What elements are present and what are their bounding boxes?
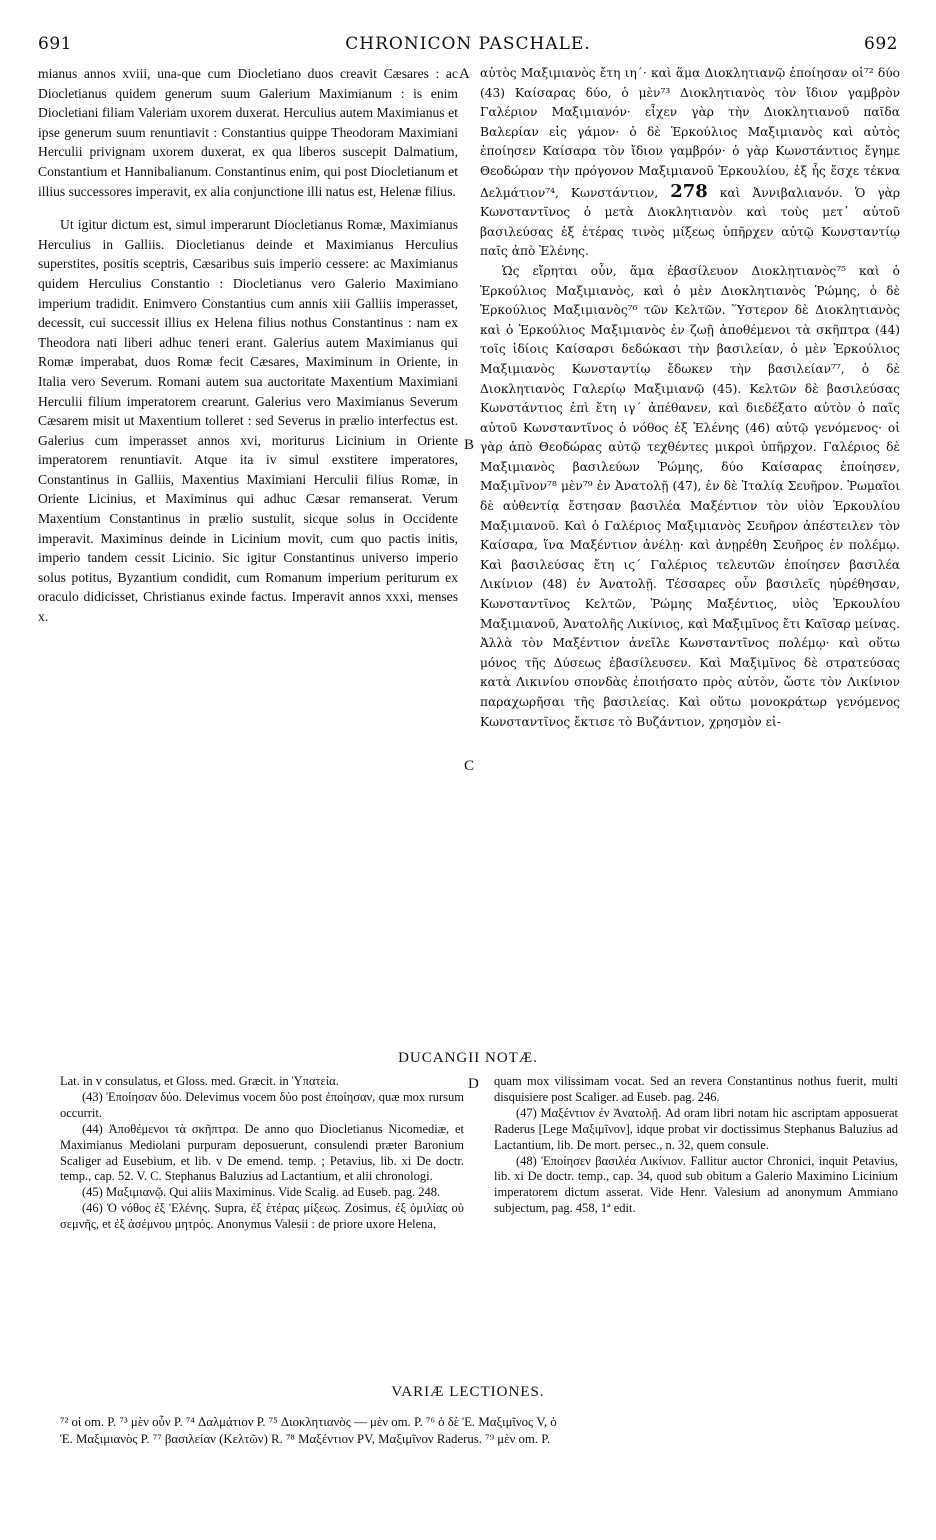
- notes-left-column: [60, 1074, 464, 1374]
- greek-column: [480, 64, 900, 1044]
- variae-heading: VARIÆ LECTIONES.: [391, 1384, 545, 1400]
- variae-line-1: ⁷² οἱ om. P. ⁷³ μὲν οὖν P. ⁷⁴ Δαλμάτιον P. ⁷⁵ Διοκλητιανὸς — μὲν om. P. ⁷⁶ ὁ δὲ Ἑ. Μαξιμῖνος V, ὁ: [60, 1415, 557, 1429]
- note-44: (44) Ἀποθέμενοι τὰ σκῆπτρα. De anno quo Diocletianus Nicomediæ, et Maximianus Mediolani purpuram deposuerunt, consulendi præter Baronium Scaliger ad Eusebium, et lib. v De emend. temp. ; Petavius, lib. xi De doctr. temp., cap. 52. V. C. Stephanus Baluzius ad Lactantium, et alii chronologi.: [60, 1121, 464, 1184]
- greek-text-1a: αὐτὸς Μαξιμιανὸς ἔτη ιη΄· καὶ ἅμα Διοκλητιανῷ ἐποίησαν οἱ⁷² δύο (43) Καίσαρας δύο, ὁ μὲν⁷³ Διοκλητιανὸς τὸν ἴδιον γαμβρὸν Γαλέριον Μαξιμιανόν· εἶχεν γὰρ τὴν Διοκλητιανοῦ παῖδα Βαλερίαν εἰς γάμον· ὁ δὲ Ἑρκούλιος Μαξιμιανὸς καὶ αὐτὸς ἐποίησεν Καίσαρα τὸν ἴδιον γαμβρόν· ὁ γὰρ Κωνστάντιος ἔγημε Θεοδώραν τὴν πρόγονον Μαξιμιανοῦ Ἑρκουλίου, ἐξ ἧς ἔσχε τέκνα Δελμάτιον⁷⁴, Κωνστάντιον,: [480, 66, 900, 200]
- page-number-right: 692: [864, 34, 898, 54]
- note-45: (45) Μαξιμιανῷ. Qui aliis Maximinus. Vide Scalig. ad Euseb. pag. 248.: [82, 1185, 441, 1200]
- page-number-left: 691: [38, 34, 72, 54]
- greek-paragraph-1: [480, 64, 900, 262]
- greek-paragraph-2: Ὡς εἴρηται οὖν, ἅμα ἐβασίλευον Διοκλητιανὸς⁷⁵ καὶ ὁ Ἑρκούλιος Μαξιμιανὸς, καὶ ὁ μὲν Διοκλητιανὸς Ῥώμης, ὁ δὲ Ἑρκούλιος Μαξιμιανὸς⁷⁶ τῶν Κελτῶν. Ὕστερον δὲ Διοκλητιανὸς καὶ ὁ Ἑρκούλιος Μαξιμιανὸς ἐν ζωῇ ἀποθέμενοι τὰ σκῆπτρα (44) τοῖς ἰδίοις Καίσαρσι δεδώκασι τὴν βασιλείαν, ὁ μὲν Ἑρκούλιος Μαξιμιανὸς Κωνσταντίῳ ἔδωκεν τὴν βασιλείαν⁷⁷, ὁ δὲ Διοκλητιανὸς Γαλερίῳ Μαξιμιανῷ (45). Κελτῶν δὲ βασιλεύσας Κωνστάντιος ἐπὶ ἔτη ιγ΄ ἀπέθανεν, καὶ διεδέξατο αὐτὸν ὁ παῖς αὐτοῦ Κωνσταντῖνος ὁ νόθος ἐξ Ἑλένης (46) αὐτῷ γενόμενος· οἱ γὰρ ἀπὸ Θεοδώρας αὐτῷ τεχθέντες μικροὶ ὑπῆρχον. Γαλέριος δὲ Μαξιμιανὸς βασιλεύων Ῥώμης, δύο Καίσαρας ἐποίησεν, Μαξιμῖνον⁷⁸ μὲν⁷⁹ ἐν Ἀνατολῇ (47), ἐν δὲ Ἰταλίᾳ Σευῆρον. Ῥωμαῖοι δὲ αὐθεντίᾳ ἔστησαν βασιλέα Μαξέντιον τὸν υἱὸν Ἑρκουλίου Μαξιμιανοῦ. Καὶ ὁ Γαλέριος Μαξιμιανὸς Σευῆρον ἀπέστειλεν τὸν Καίσαρα, ἵνα Μαξέντιον ἀνέλῃ· καὶ ἀνῃρέθη Σευῆρος ἐν πολέμῳ. Καὶ βασιλεύσας ἔτη ιϛ΄ Γαλέριος τελευτῶν ἐποίησεν βασιλέα Λικίνιον (48) ἐν Ἀνατολῇ. Τέσσαρες οὖν βασιλεῖς ηὑρέθησαν, Κωνσταντῖνος Κελτῶν, Ῥώμης Μαξέντιος, υἱὸς Ἑρκουλίου Μαξιμιανοῦ, Ἀνατολῆς Λικίνιος, καὶ Μαξιμῖνος ἔτι Καῖσαρ μείνας. Ἀλλὰ τὸν Μαξέντιον ἀνεῖλε Κωνσταντῖνος πολέμῳ· καὶ οὕτω μόνος τῆς Δύσεως ἐβασίλευσεν. Καὶ Μαξιμῖνος δὲ στρατεύσας κατὰ Λικινίου σπονδὰς ἐποιήσατο πρὸς αὐτὸν, ὥστε τὸν Λικίνιον παραχωρῆσαι τῆς βασιλείας. Καὶ οὕτω μονοκράτωρ γενόμενος Κωνσταντῖνος ἔκτισε τὸ Βυζάντιον, χρησμὸν εἰ-: [480, 263, 900, 729]
- note-left-0: Lat. in v consulatus, et Gloss. med. Græcit. in Ὑπατεία.: [60, 1074, 339, 1088]
- margin-marker-a: A: [459, 66, 470, 82]
- variae-lectiones: [60, 1414, 890, 1448]
- note-46: (46) Ὁ νόθος ἐξ Ἑλένης. Supra, ἐξ ἑτέρας μίξεως. Zosimus, ἐξ ὁμιλίας οὐ σεμνῆς, et ἐξ ἀσέμνου μητρός. Anonymus Valesii : de priore uxore Helena,: [60, 1201, 464, 1232]
- greek-text-1b: καὶ Ἀννιβαλιανόν. Ὁ γὰρ Κωνσταντῖνος ὁ μετὰ Διοκλητιανὸν καὶ τοὺς μετ᾽ αὐτοῦ βασιλεύσας ἐξ ἑτέρας τινὸς μίξεως ὑπῆρχεν αὐτῷ Κωνσταντίῳ παῖς ἀπὸ Ἑλένης.: [480, 185, 900, 259]
- note-47: (47) Μαξέντιον ἐν Ἀνατολῇ. Ad oram libri notam hic ascriptam apposuerat Raderus [Lege Μαξιμῖνον], idque probat vir doctissimus Stephanus Baluzius ad Lactantium, lib. De mort. persec., n. 32, quem consule.: [494, 1105, 898, 1152]
- latin-paragraph-2: Ut igitur dictum est, simul imperarunt Diocletianus Romæ, Maximianus Herculius in Galliis. Diocletianus deinde et Maximianus Herculius superstites, positis sceptris, Cæsaribus suis imperio cessere: ac Maximianus quidem Herculius Constantio : Diocletianus vero Galerio Maximiano imperium tradidit. Enimvero Constantius cum annis xiii Galliis imperasset, decessit, cui successit illius ex Helena filius nothus Constantinus : nam ex Theodora nati liberi adhuc teneri erant. Galerius autem Maximianus qui Romæ imperabat, duos Romæ fecit Cæsares, Maximinum in Oriente, in Italia vero Severum. Romani autem sua auctoritate Maxentium Maximiani Herculii filium imperatorem crearunt. Galerius vero Maximianus Severum Cæsarem misit ut Maxentium tolleret : sed Severus in prælio interfectus est. Galerius cum imperasset annos xvi, moriturus Licinium in Oriente imperatorem renuntiavit. Atque ita iv simul exstitere imperatores, Constantinus in Galliis, Maxentius Maximiani Herculii filius Romæ, in Oriente Licinius, et Maximinus qui adhuc Cæsar remanserat. Verum Maxentium Constantinus in prælio sustulit, sicque solus in Occidente imperavit. Maximinus deinde in Licinium movit, cum quo pactis initis, imperio tandem cessit Licinio. Sic igitur Constantinus universo imperio solus potitus, Byzantium condidit, cum Romanum imperium periturum ex oraculo didicisset, Christianus exinde factus. Imperavit annos xxxi, menses x.: [38, 217, 458, 625]
- margin-marker-b: B: [464, 437, 475, 453]
- margin-marker-c: C: [464, 758, 475, 774]
- latin-paragraph-1: mianus annos xviii, una-que cum Diocletiano duos creavit Cæsares : ac Diocletianus quidem generum suum Galerium Maximianum : is enim Diocletiani filiam Valeriam uxorem duxerat. Herculius autem Maximianus et ipse generum suum renuntiavit : Constantius quippe Theodoram Maximiani Herculii privignam uxorem duxerat, ex qua liberos suscepit Dalmatium, Constantium et Hannibalianum. Constantinus enim, qui post Diocletianum et illius successores imperavit, ex alia conjunctione illi natus est, Helenæ filius.: [38, 66, 458, 199]
- variae-line-2: Ἑ. Μαξιμιανὸς P. ⁷⁷ βασιλείαν (Κελτῶν) R. ⁷⁸ Μαξέντιον PV, Μαξιμῖνον Raderus. ⁷⁹ μὲν om. P.: [60, 1432, 551, 1446]
- paragraph-gap: [38, 201, 458, 215]
- page-header: [38, 34, 898, 60]
- column-number: 278: [670, 180, 708, 202]
- note-right-0: quam mox vilissimam vocat. Sed an revera Constantinus nothus fuerit, multi disquisiere post Scaliger. ad Euseb. pag. 246.: [494, 1074, 898, 1104]
- latin-column: [38, 64, 458, 1044]
- notes-heading: DUCANGII NOTÆ.: [398, 1050, 538, 1066]
- note-48: (48) Ἐποίησεν βασιλέα Λικίνιον. Fallitur auctor Chronici, inquit Petavius, lib. xi De doctr. temp., cap. 34, quod sub obitum a Galerio Maximino Licinium imperatorem dictum asserat. Vide Henr. Valesium ad anonymum Ammiano subjectum, pag. 458, 1ª edit.: [494, 1153, 898, 1216]
- running-title: CHRONICON PASCHALE.: [345, 34, 591, 54]
- notes-right-column: [494, 1074, 898, 1374]
- note-43: (43) Ἐποίησαν δύο. Delevimus vocem δύο post ἐποίησαν, quæ mox rursum occurrit.: [60, 1089, 464, 1120]
- margin-marker-d: D: [468, 1076, 479, 1092]
